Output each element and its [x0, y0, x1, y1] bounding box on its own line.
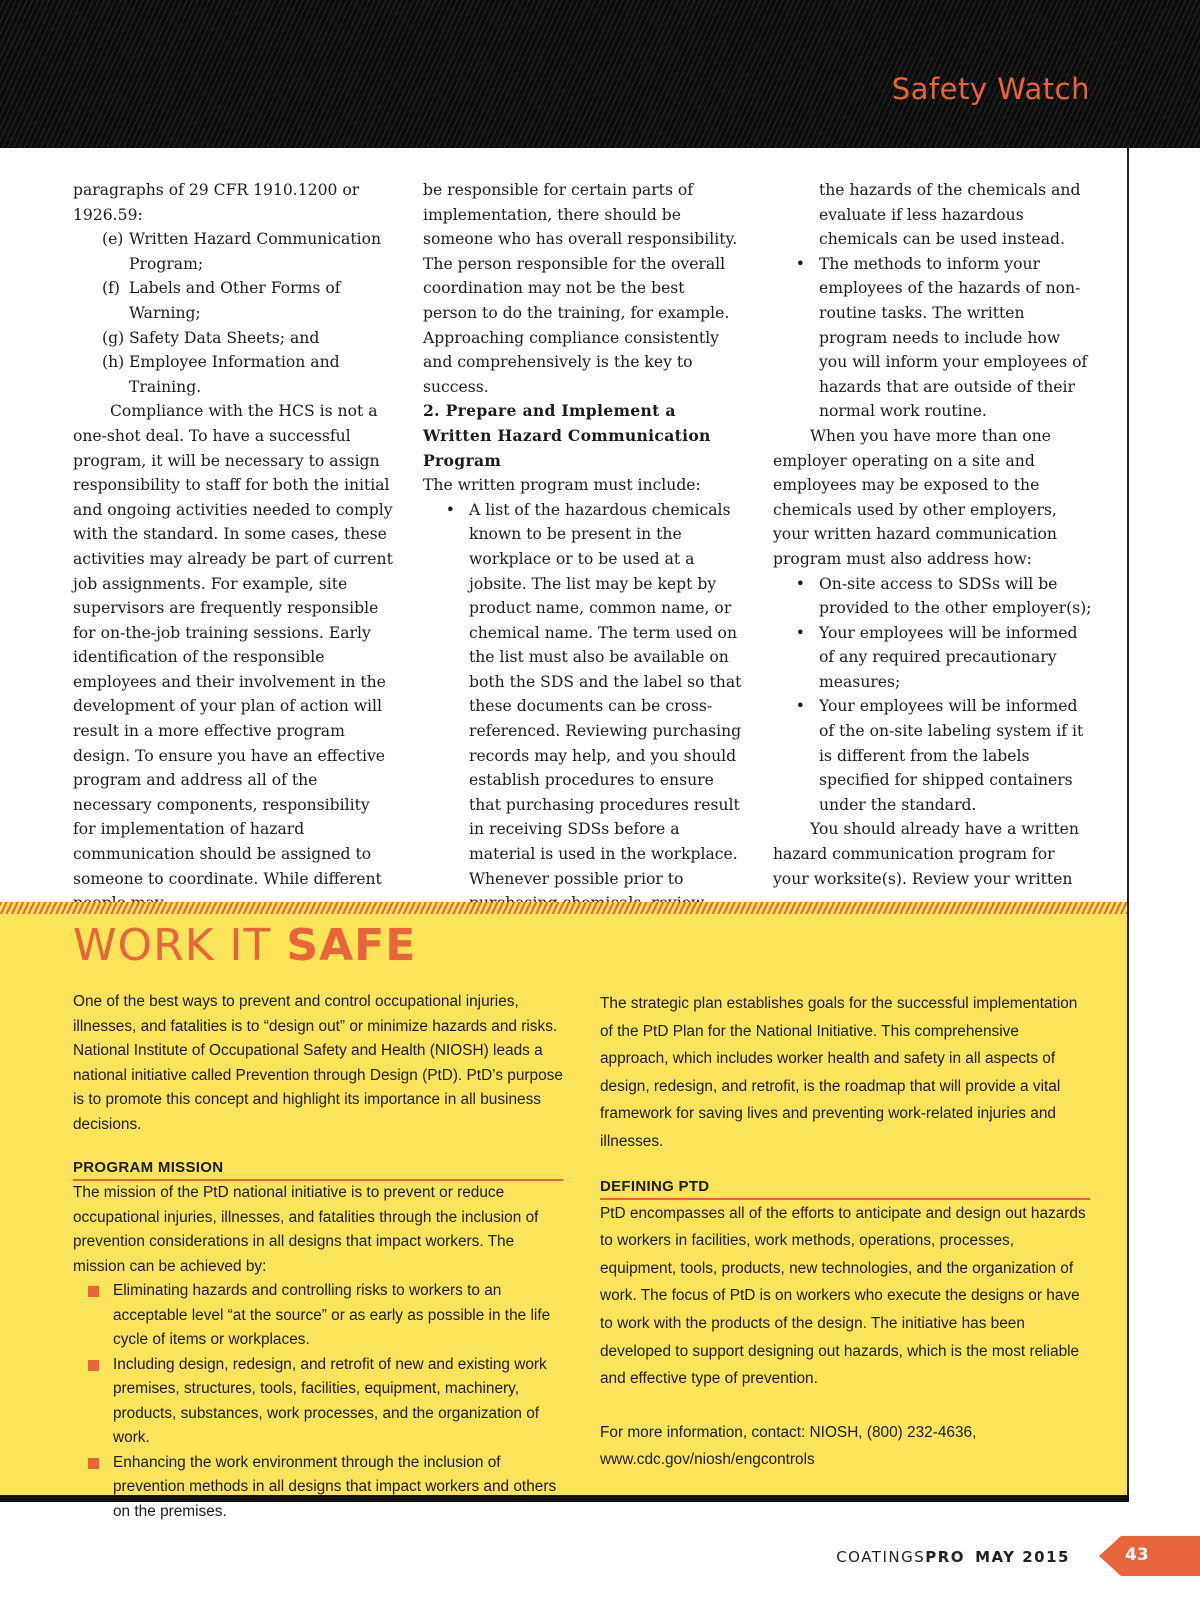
col1-paragraph: Compliance with the HCS is not a one-shot deal. To have a successful program, it will be necessary to assign responsibility to staff for both the initial and ongoing activities needed to comply with the standard. In some cases, these activities may already be part of current job assignments. For example, site supervisors are frequently responsible for on-the-job training sessions. Early identification of the responsible employees and their involvement in the development of your plan of action will result in a more effective program design. To ensure you have an effective program and address all of the necessary components, responsibility for implementation of hazard communication should be assigned to someone to coordinate. While different	[73, 402, 393, 888]
section-heading: 2. Prepare and Implement a Written Hazard Communication Program	[423, 401, 711, 470]
col2-paragraph: be responsible for certain parts of implementation, there should be someone who has overall responsibility. The person responsible for the overall coordination may not be the best person to do the training, for example. Approaching compliance consistently and comprehensively is the key to success.	[423, 181, 738, 396]
bullet-icon: •	[795, 623, 805, 642]
list-item	[73, 227, 393, 276]
mission-heading: PROGRAM MISSION	[73, 1157, 563, 1181]
list-text: Employee Information and Training.	[129, 353, 340, 396]
box-intro: One of the best ways to prevent and control occupational injuries, illnesses, and fatalities is to “design out” or minimize hazards and risks. National Institute of Occupational Safety and Health (NIOSH) leads a national initiative called Prevention through Design (PtD). PtD’s purpose is to promote this concept and highlight its importance in all business decisions.	[73, 993, 563, 1133]
list-item	[73, 350, 393, 399]
bullet-icon: •	[795, 574, 805, 593]
list-item	[73, 1279, 563, 1353]
list-text: The methods to inform your employees of the hazards of non-routine tasks. The written program needs to include how you will inform your employees of hazards that are outside of their normal work routine.	[819, 254, 1088, 421]
article-column-1	[73, 178, 393, 916]
footer-brand	[836, 1548, 1070, 1566]
page-number: 43	[1125, 1545, 1149, 1565]
col1-intro: paragraphs of 29 CFR 1910.1200 or 1926.59:	[73, 181, 360, 224]
issue-date: MAY 2015	[975, 1548, 1070, 1566]
list-text: A list of the hazardous chemicals known to be present in the workplace or to be used at a jobsite. The list may be kept by product name, common name, or chemical name. The term used on the list must also be available on both the SDS and the label so that these documents can be cross-referenced. Reviewing purchasing records may help, and you should establish procedures to ensure that purchasing procedures result in receiving SDSs before a material is used in the workplace. Whenever possible prior to	[469, 500, 742, 888]
box-title-b: SAFE	[286, 920, 417, 971]
list-item	[773, 621, 1093, 695]
defining-heading: DEFINING PTD	[600, 1176, 1090, 1200]
defining-text: PtD encompasses all of the efforts to anticipate and design out hazards to workers in facilities, work methods, operations, processes, equipment, tools, products, new technologies, and the organization of work. The focus of PtD is on workers who execute the designs or have to work with the products of the design. The initiative has been developed to support designing out hazards, which is the most reliable and effective type of prevention.	[600, 1204, 1086, 1388]
list-text: Safety Data Sheets; and	[129, 328, 320, 347]
list-item	[73, 1353, 563, 1451]
list-text: Labels and Other Forms of Warning;	[129, 279, 341, 322]
box-column-1	[73, 990, 563, 1524]
list-item	[73, 326, 393, 351]
article-column-3	[773, 178, 1093, 891]
list-label: (e)	[102, 230, 124, 249]
box-column-2	[600, 990, 1090, 1474]
list-label: (g)	[102, 328, 125, 347]
list-text: Eliminating hazards and controlling risks to workers to an acceptable level “at the source” or as early as possible in the life cycle of items or workplaces.	[113, 1282, 551, 1348]
brand-pro: PRO	[925, 1548, 966, 1566]
bullet-icon: •	[795, 697, 805, 716]
strategic-text: The strategic plan establishes goals for the successful implementation of the PtD Plan for the National Initiative. This comprehensive approach, which includes worker health and safety in all aspects of design, redesign, and retrofit, is the roadmap that will provide a vital framework for saving lives and preventing work-related injuries and illnesses.	[600, 995, 1078, 1150]
list-item	[73, 1451, 563, 1525]
bullet-icon: •	[795, 254, 805, 273]
list-item	[773, 694, 1093, 817]
brand-coatings: COATINGS	[836, 1548, 926, 1566]
square-bullet-icon	[88, 1286, 99, 1297]
list-item	[73, 276, 393, 325]
list-text: Your employees will be informed of any required precautionary measures;	[819, 623, 1078, 691]
section-title: Safety Watch	[891, 72, 1090, 106]
bullet-icon: •	[445, 500, 455, 519]
col3-paragraph: You should already have a written hazard communication program for your worksite(s). Review your written	[773, 820, 1079, 888]
contact-text: For more information, contact: NIOSH, (800) 232-4636, www.cdc.gov/niosh/engcontrols	[600, 1423, 977, 1469]
list-item	[773, 252, 1093, 424]
list-text: Including design, redesign, and retrofit of new and existing work premises, structures, tools, facilities, equipment, machinery, products, substances, work processes, and the organization of work.	[113, 1355, 547, 1446]
list-item	[423, 498, 743, 916]
column-rule	[1127, 148, 1129, 1496]
list-text: Your employees will be informed of the on-site labeling system if it is different from the labels specified for shipped containers under the standard.	[819, 697, 1084, 814]
list-text: Enhancing the work environment through the inclusion of prevention methods in all designs that impact workers and others on the premises.	[113, 1453, 557, 1520]
square-bullet-icon	[88, 1458, 99, 1469]
col3-continuation: the hazards of the chemicals and evaluate if less hazardous chemicals can be used instead.	[819, 181, 1081, 249]
list-text: On-site access to SDSs will be provided to the other employer(s);	[819, 574, 1092, 618]
box-stripe	[0, 902, 1127, 914]
list-text: Written Hazard Communication Program;	[129, 230, 382, 273]
list-label: (f)	[102, 279, 120, 298]
list-label: (h)	[102, 353, 125, 372]
article-column-2	[423, 178, 743, 916]
mission-text: The mission of the PtD national initiative is to prevent or reduce occupational injuries, illnesses, and fatalities through the inclusion of prevention considerations in all designs that impact workers. The mission can be achieved by:	[73, 1184, 539, 1275]
col2-lead: The written program must include:	[423, 476, 701, 495]
list-item	[773, 572, 1093, 621]
col3-paragraph: When you have more than one employer operating on a site and employees may be exposed to the chemicals used by other employers, your written hazard communication program must also address how:	[773, 426, 1057, 568]
box-title-a: WORK IT	[73, 920, 287, 971]
box-title	[73, 920, 416, 971]
square-bullet-icon	[88, 1360, 99, 1371]
